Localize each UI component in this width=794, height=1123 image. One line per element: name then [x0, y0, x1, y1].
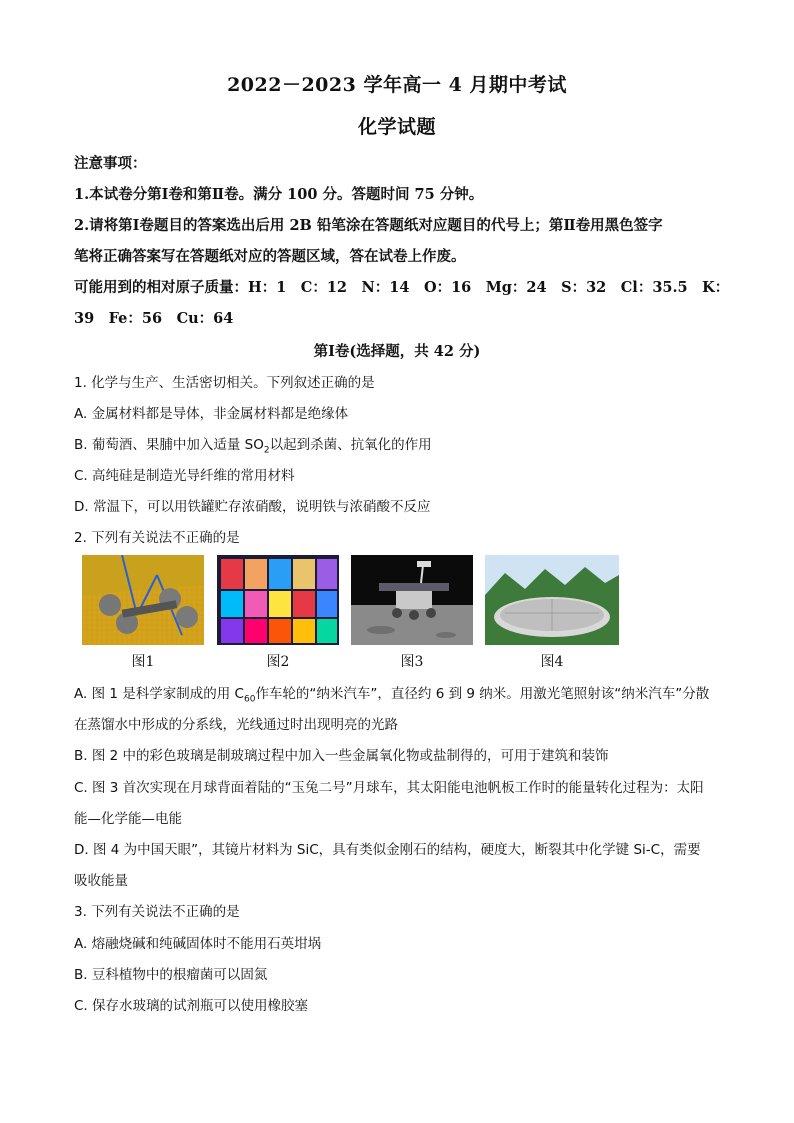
figure-3-caption: 图3 — [400, 654, 424, 670]
q2-option-b: B. 图 2 中的彩色玻璃是制玻璃过程中加入一些金属氧化物或盐制得的，可用于建筑和装饰 — [74, 748, 609, 764]
figure-3-lunar-rover-image — [351, 555, 473, 645]
q1-option-c: C. 高纯硅是制造光导纤维的常用材料 — [74, 468, 295, 484]
q1-option-b-pre: B. 葡萄酒、果脯中加入适量 SO — [74, 437, 264, 453]
q2-option-a-pre: A. 图 1 是科学家制成的用 C — [74, 686, 244, 702]
q1-option-d: D. 常温下，可以用铁罐贮存浓硝酸，说明铁与浓硝酸不反应 — [74, 499, 431, 515]
q3-option-c: C. 保存水玻璃的试剂瓶可以使用橡胶塞 — [74, 998, 309, 1014]
q2-option-a-sub: 60 — [243, 694, 256, 705]
q2-option-a-line1 — [74, 682, 724, 705]
figure-2-caption: 图2 — [266, 654, 290, 670]
section-1-title: 第Ⅰ卷(选择题，共 42 分) — [313, 343, 481, 360]
figure-1-nanocar-image — [82, 555, 204, 645]
q1-option-b-sub: 2 — [263, 445, 270, 456]
q2-option-d-line2: 吸收能量 — [74, 873, 128, 889]
notice-item-1: 1.本试卷分第Ⅰ卷和第Ⅱ卷。满分 100 分。答题时间 75 分钟。 — [74, 186, 484, 203]
exam-title: 2022－2023 学年高一 4 月期中考试 — [227, 74, 567, 96]
q1-option-a: A. 金属材料都是导体，非金属材料都是绝缘体 — [74, 406, 349, 422]
figure-2-stained-glass-image — [217, 555, 339, 645]
q2-option-a-line2: 在蒸馏水中形成的分系线，光线通过时出现明亮的光路 — [74, 717, 398, 733]
exam-subtitle: 化学试题 — [357, 116, 436, 138]
q2-option-a-post: 作车轮的“纳米汽车”，直径约 6 到 9 纳米。用激光笔照射该“纳米汽车”分散 — [255, 686, 710, 702]
notice-heading: 注意事项： — [74, 155, 147, 172]
q3-option-a: A. 熔融烧碱和纯碱固体时不能用石英坩埚 — [74, 936, 322, 952]
q2-option-c-line1: C. 图 3 首次实现在月球背面着陆的“玉兔二号”月球车，其太阳能电池帆板工作时的能量转化过程为：太阳 — [74, 780, 704, 796]
notice-item-2-line1: 2.请将第Ⅰ卷题目的答案选出后用 2B 铅笔涂在答题纸对应题目的代号上；第Ⅱ卷用黑色签字 — [74, 217, 663, 234]
figure-1-caption: 图1 — [131, 654, 155, 670]
atomic-mass-line2: 39 Fe：56 Cu：64 — [74, 310, 234, 327]
figure-4-caption: 图4 — [540, 654, 564, 670]
figure-4-fast-telescope-image — [485, 555, 619, 645]
q1-option-b — [74, 433, 724, 456]
q1-option-b-post: 以起到杀菌、抗氧化的作用 — [269, 437, 432, 453]
q1-stem: 1. 化学与生产、生活密切相关。下列叙述正确的是 — [74, 375, 375, 391]
q2-option-c-line2: 能—化学能—电能 — [74, 811, 182, 827]
q2-option-d-line1: D. 图 4 为中国天眼”，其镜片材料为 SiC，具有类似金刚石的结构，硬度大，断裂其中化学键 Si-C，需要 — [74, 842, 701, 858]
q2-stem: 2. 下列有关说法不正确的是 — [74, 530, 240, 546]
q3-stem: 3. 下列有关说法不正确的是 — [74, 904, 240, 920]
q3-option-b: B. 豆科植物中的根瘤菌可以固氮 — [74, 967, 268, 983]
atomic-mass-line1: 可能用到的相对原子质量：H：1 C：12 N：14 O：16 Mg：24 S：32 Cl：35.5 K： — [74, 279, 730, 296]
notice-item-2-line2: 笔将正确答案写在答题纸对应的答题区域，答在试卷上作废。 — [74, 248, 466, 265]
